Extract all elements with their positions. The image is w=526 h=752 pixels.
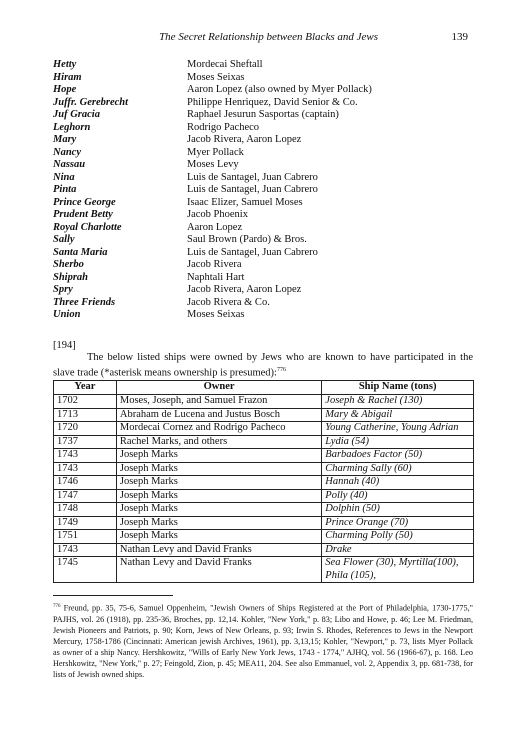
owner-cell: Nathan Levy and David Franks [116,557,321,583]
table-header-row [54,381,474,395]
ship-owner: Luis de Santagel, Juan Cabrero [187,184,318,195]
ship-owner: Jacob Rivera, Aaron Lopez [187,284,302,295]
owner-cell: Rachel Marks, and others [116,435,321,449]
ship-cell: Prince Orange (70) [322,516,474,530]
list-item [53,297,473,310]
list-item [53,184,473,197]
list-item [53,209,473,222]
list-item [53,309,473,322]
list-item [53,59,473,72]
ship-name: Union [53,309,81,320]
ship-name: Nancy [53,146,81,158]
owner-cell: Joseph Marks [116,462,321,476]
ship-owner: Aaron Lopez (also owned by Myer Pollack) [187,84,372,95]
footnote [53,601,473,680]
year-cell: 1747 [54,489,117,503]
ship-owner: Jacob Phoenix [187,209,248,220]
list-item [53,109,473,122]
page-number: 139 [451,31,468,43]
ship-name: Leghorn [53,121,91,133]
year-cell: 1746 [54,476,117,490]
owner-cell: Joseph Marks [116,516,321,530]
list-item [53,222,473,235]
ship-owner: Rodrigo Pacheco [187,121,260,133]
ship-name: Hetty [53,59,77,70]
owner-cell: Joseph Marks [116,449,321,463]
year-cell: 1748 [54,503,117,517]
table-row [54,476,474,490]
ship-name: Royal Charlotte [53,221,122,233]
year-cell: 1737 [54,435,117,449]
list-item [53,197,473,210]
ship-cell: Charming Polly (50) [322,530,474,544]
ship-name: Nassau [53,159,86,170]
table-row [54,516,474,530]
table-row [54,449,474,463]
table-row [54,435,474,449]
owner-cell: Joseph Marks [116,503,321,517]
ship-owner-list [53,59,473,322]
owner-cell: Joseph Marks [116,476,321,490]
intro-text: The below listed ships were owned by Jews who are known to have participated in the slave trade (*asterisk means ownership is presumed): [53,352,473,379]
footnote-text: Freund, pp. 35, 75-6, Samuel Oppenheim, "Jewish Owners of Ships Registered at the Port of Philadelphia, 1730-1775," PAJHS, vol. 26 (1918), pp. 235-36, Broches, pp. 12,14. Kohler, "New York," p. 83; Libo and Howe, p. 46; Lee M. Friedman, Jewish Pioneers and Patriots, p. 90; Korn, Jews of New Orleans, p. 93; Irwin S. Rhodes, References to Jews in the Newport Mercury, 1758-1786 (Cincinnati: American jewish Archives, 1961), pp. 3,13,15; Kohler, "Newport," p. 73, lists Myer Pollack as owner of a ship Nancy. Hershkowitz, "Wills of Early New York Jews, 1743 - 1774," AJHQ, vol. 56 (1966-67), p. 168. Leo Hershkowitz, "New York," p. 27; Feingold, Zion, p. 45; MEA11, 204. See also Emmanuel, vol. 2, Appendix 3, pp. 681-738, for lists of Jewish owned ships. [53,603,473,679]
table-row [54,395,474,409]
ship-name: Pinta [53,184,77,195]
table-row [54,543,474,557]
year-cell: 1749 [54,516,117,530]
year-cell: 1720 [54,422,117,436]
year-cell: 1702 [54,395,117,409]
ship-name: Hope [53,84,77,95]
ship-owner: Luis de Santagel, Juan Cabrero [187,246,318,258]
ship-ownership-table [53,380,474,583]
ship-name: Juf Gracia [53,109,100,120]
footnote-number: 776 [53,604,61,609]
ship-cell: Dolphin (50) [322,503,474,517]
ship-cell: Sea Flower (30), Myrtilla(100), Phila (105), [322,557,474,583]
ship-owner: Luis de Santagel, Juan Cabrero [187,171,318,183]
list-item [53,72,473,85]
ship-cell: Barbadoes Factor (50) [322,449,474,463]
ship-owner: Moses Seixas [187,309,245,320]
ship-cell: Drake [322,543,474,557]
ship-owner: Philippe Henriquez, David Senior & Co. [187,96,358,108]
year-cell: 1713 [54,408,117,422]
ship-cell: Charming Sally (60) [322,462,474,476]
ship-owner: Saul Brown (Pardo) & Bros. [187,234,307,245]
ship-owner: Jacob Rivera, Aaron Lopez [187,134,302,145]
ship-cell: Mary & Abigail [322,408,474,422]
reference-marker: [194] [53,340,76,351]
header-title: The Secret Relationship between Blacks and Jews [159,31,378,43]
intro-paragraph [53,351,473,380]
column-header-owner: Owner [116,381,321,395]
table-row [54,408,474,422]
ship-name: Mary [53,134,77,145]
ship-name: Prince George [53,196,116,208]
year-cell: 1743 [54,462,117,476]
year-cell: 1745 [54,557,117,583]
list-item [53,234,473,247]
list-item [53,272,473,285]
ship-name: Shiprah [53,271,89,283]
ship-name: Prudent Betty [53,209,113,220]
owner-cell: Mordecai Cornez and Rodrigo Pacheco [116,422,321,436]
ship-name: Three Friends [53,296,116,308]
table-body [54,395,474,583]
ship-cell: Joseph & Rachel (130) [322,395,474,409]
table-row [54,422,474,436]
ship-cell: Polly (40) [322,489,474,503]
owner-cell: Nathan Levy and David Franks [116,543,321,557]
year-cell: 1743 [54,449,117,463]
table-row [54,557,474,583]
ship-owner: Myer Pollack [187,146,244,158]
list-item [53,147,473,160]
column-header-year: Year [54,381,117,395]
owner-cell: Moses, Joseph, and Samuel Frazon [116,395,321,409]
list-item [53,84,473,97]
ship-cell: Lydia (54) [322,435,474,449]
list-item [53,97,473,110]
ship-owner: Jacob Rivera & Co. [187,296,270,308]
list-item [53,134,473,147]
owner-cell: Abraham de Lucena and Justus Bosch [116,408,321,422]
owner-cell: Joseph Marks [116,530,321,544]
list-item [53,247,473,260]
ship-owner: Moses Levy [187,159,239,170]
table-row [54,503,474,517]
ship-owner: Isaac Elizer, Samuel Moses [187,196,303,208]
table-row [54,530,474,544]
list-item [53,122,473,135]
ship-owner: Raphael Jesurun Sasportas (captain) [187,109,339,120]
ship-name: Spry [53,284,73,295]
ship-name: Santa Maria [53,246,108,258]
ship-name: Hiram [53,71,82,83]
ship-owner: Jacob Rivera [187,259,242,270]
column-header-ship: Ship Name (tons) [322,381,474,395]
ship-cell: Young Catherine, Young Adrian [322,422,474,436]
ship-name: Sally [53,234,75,245]
list-item [53,172,473,185]
ship-owner: Aaron Lopez [187,221,243,233]
list-item [53,259,473,272]
year-cell: 1743 [54,543,117,557]
list-item [53,284,473,297]
table-row [54,462,474,476]
owner-cell: Joseph Marks [116,489,321,503]
list-item [53,159,473,172]
footnote-ref: 776 [276,367,286,373]
year-cell: 1751 [54,530,117,544]
ship-name: Nina [53,171,75,183]
footnote-divider [53,595,173,596]
ship-name: Sherbo [53,259,84,270]
table-row [54,489,474,503]
ship-cell: Hannah (40) [322,476,474,490]
ship-owner: Naphtali Hart [187,271,245,283]
ship-owner: Mordecai Sheftall [187,59,263,70]
ship-name: Juffr. Gerebrecht [53,96,129,108]
ship-owner: Moses Seixas [187,71,245,83]
